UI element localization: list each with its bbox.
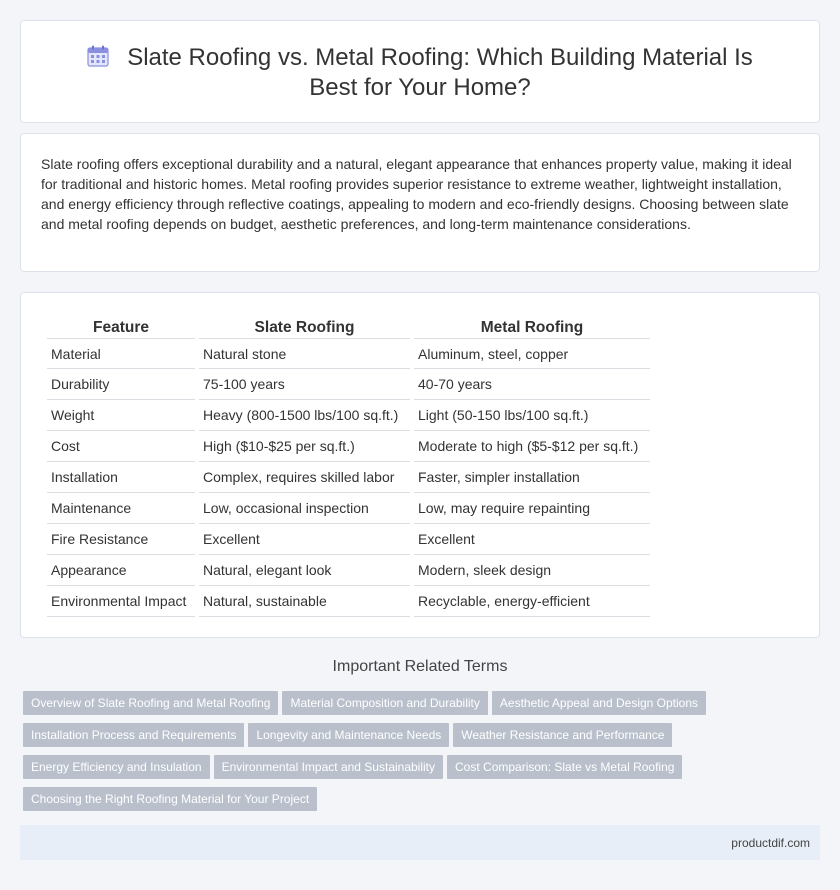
metal-cell: Faster, simpler installation [414, 462, 650, 493]
table-row [47, 524, 650, 555]
feature-cell: Weight [47, 400, 195, 431]
related-terms-heading: Important Related Terms [332, 658, 508, 675]
feature-cell: Fire Resistance [47, 524, 195, 555]
table-row [47, 431, 650, 462]
table-row [47, 369, 650, 400]
related-term-chip[interactable]: Longevity and Maintenance Needs [248, 723, 449, 747]
feature-cell: Material [47, 338, 195, 369]
feature-cell: Durability [47, 369, 195, 400]
feature-cell: Maintenance [47, 493, 195, 524]
slate-cell: Complex, requires skilled labor [199, 462, 410, 493]
slate-cell: High ($10-$25 per sq.ft.) [199, 431, 410, 462]
related-term-chip[interactable]: Choosing the Right Roofing Material for Your Project [23, 787, 317, 811]
comparison-table [43, 313, 654, 617]
footer [20, 825, 820, 860]
metal-cell: Recyclable, energy-efficient [414, 586, 650, 617]
slate-cell: Low, occasional inspection [199, 493, 410, 524]
related-term-chip[interactable]: Overview of Slate Roofing and Metal Roofing [23, 691, 278, 715]
related-term-chip[interactable]: Aesthetic Appeal and Design Options [492, 691, 706, 715]
table-row [47, 555, 650, 586]
title-card [20, 20, 820, 123]
page-title [61, 43, 779, 103]
related-terms-list [23, 691, 723, 819]
feature-cell: Installation [47, 462, 195, 493]
calendar-grid-icon [87, 45, 109, 67]
table-row [47, 493, 650, 524]
column-header-feature: Feature [93, 318, 149, 336]
slate-cell: Natural, elegant look [199, 555, 410, 586]
intro-card [20, 133, 820, 272]
slate-cell: Excellent [199, 524, 410, 555]
table-row [47, 462, 650, 493]
table-row [47, 338, 650, 369]
metal-cell: Moderate to high ($5-$12 per sq.ft.) [414, 431, 650, 462]
related-term-chip[interactable]: Environmental Impact and Sustainability [214, 755, 443, 779]
comparison-card [20, 292, 820, 638]
related-term-chip[interactable]: Installation Process and Requirements [23, 723, 244, 747]
column-header-slate: Slate Roofing [254, 318, 355, 336]
feature-cell: Appearance [47, 555, 195, 586]
table-row [47, 586, 650, 617]
metal-cell: Modern, sleek design [414, 555, 650, 586]
slate-cell: Heavy (800-1500 lbs/100 sq.ft.) [199, 400, 410, 431]
slate-cell: Natural stone [199, 338, 410, 369]
slate-cell: 75-100 years [199, 369, 410, 400]
intro-paragraph: Slate roofing offers exceptional durability and a natural, elegant appearance that enhances property value, making it ideal for traditional and historic homes. Metal roofing provides superior resistance to extreme weather, lightweight installation, and energy efficiency through reflective coatings, appealing to modern and eco-friendly designs. Choosing between slate and metal roofing depends on budget, aesthetic preferences, and long-term maintenance considerations. [41, 156, 792, 232]
table-body [47, 338, 650, 617]
metal-cell: Low, may require repainting [414, 493, 650, 524]
related-term-chip[interactable]: Energy Efficiency and Insulation [23, 755, 210, 779]
feature-cell: Environmental Impact [47, 586, 195, 617]
slate-cell: Natural, sustainable [199, 586, 410, 617]
table-header-row [47, 313, 650, 338]
footer-site-link[interactable]: productdif.com [731, 836, 810, 850]
metal-cell: 40-70 years [414, 369, 650, 400]
metal-cell: Excellent [414, 524, 650, 555]
table-row [47, 400, 650, 431]
related-term-chip[interactable]: Weather Resistance and Performance [453, 723, 672, 747]
metal-cell: Light (50-150 lbs/100 sq.ft.) [414, 400, 650, 431]
column-header-metal: Metal Roofing [480, 318, 584, 336]
feature-cell: Cost [47, 431, 195, 462]
related-term-chip[interactable]: Material Composition and Durability [282, 691, 487, 715]
metal-cell: Aluminum, steel, copper [414, 338, 650, 369]
page-title-text: Slate Roofing vs. Metal Roofing: Which Building Material Is Best for Your Home? [127, 44, 753, 101]
related-term-chip[interactable]: Cost Comparison: Slate vs Metal Roofing [447, 755, 682, 779]
